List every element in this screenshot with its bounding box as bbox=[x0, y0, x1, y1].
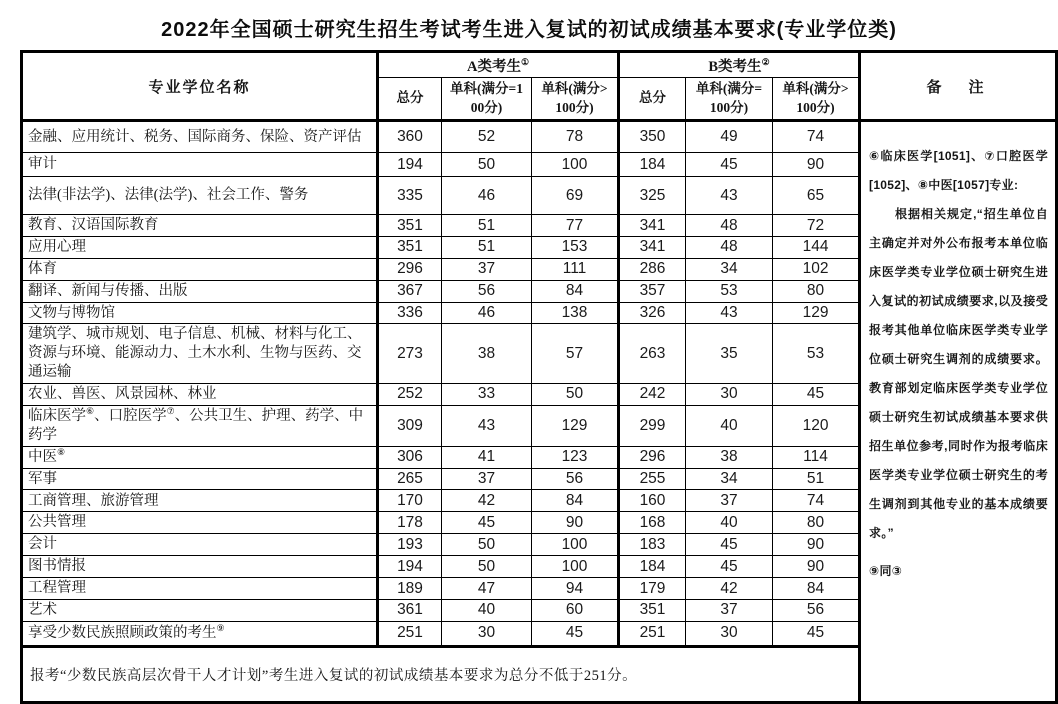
score-b-singlegt100: 56 bbox=[773, 599, 860, 621]
score-a-single100: 50 bbox=[442, 556, 532, 578]
score-a-single100: 46 bbox=[442, 302, 532, 324]
score-a-total: 193 bbox=[378, 534, 442, 556]
score-b-singlegt100: 80 bbox=[773, 512, 860, 534]
table-header bbox=[22, 52, 1057, 121]
program-name: 军事 bbox=[22, 468, 378, 490]
column-header-b-single-eq100: 单科(满分=100分) bbox=[686, 78, 773, 121]
column-header-b-single-gt100: 单科(满分>100分) bbox=[773, 78, 860, 121]
remark-paragraph: ⑨同③ bbox=[869, 564, 903, 578]
score-a-total: 251 bbox=[378, 621, 442, 646]
score-b-single100: 38 bbox=[686, 446, 773, 468]
score-b-single100: 35 bbox=[686, 324, 773, 384]
program-name: 建筑学、城市规划、电子信息、机械、材料与化工、资源与环境、能源动力、土木水利、生物与医药、交通运输 bbox=[22, 324, 378, 384]
score-a-single100: 45 bbox=[442, 512, 532, 534]
score-b-total: 251 bbox=[619, 621, 686, 646]
program-name: 工程管理 bbox=[22, 578, 378, 600]
score-a-total: 351 bbox=[378, 215, 442, 237]
score-b-single100: 40 bbox=[686, 512, 773, 534]
score-a-singlegt100: 100 bbox=[532, 534, 619, 556]
score-b-single100: 53 bbox=[686, 280, 773, 302]
score-b-single100: 48 bbox=[686, 237, 773, 259]
score-a-singlegt100: 84 bbox=[532, 280, 619, 302]
score-requirements-table bbox=[20, 50, 1058, 704]
score-b-singlegt100: 114 bbox=[773, 446, 860, 468]
score-b-total: 263 bbox=[619, 324, 686, 384]
score-a-total: 194 bbox=[378, 153, 442, 177]
program-name: 法律(非法学)、法律(法学)、社会工作、警务 bbox=[22, 177, 378, 215]
score-b-single100: 34 bbox=[686, 258, 773, 280]
column-header-b-total: 总分 bbox=[619, 78, 686, 121]
score-b-single100: 45 bbox=[686, 556, 773, 578]
remarks-cell bbox=[860, 121, 1057, 703]
score-a-singlegt100: 78 bbox=[532, 121, 619, 153]
score-b-singlegt100: 129 bbox=[773, 302, 860, 324]
score-b-total: 184 bbox=[619, 556, 686, 578]
score-b-total: 341 bbox=[619, 215, 686, 237]
score-a-singlegt100: 123 bbox=[532, 446, 619, 468]
score-a-singlegt100: 153 bbox=[532, 237, 619, 259]
score-a-singlegt100: 90 bbox=[532, 512, 619, 534]
column-header-a-single-eq100: 单科(满分=100分) bbox=[442, 78, 532, 121]
score-a-total: 309 bbox=[378, 405, 442, 446]
program-name: 教育、汉语国际教育 bbox=[22, 215, 378, 237]
score-a-single100: 30 bbox=[442, 621, 532, 646]
score-a-total: 361 bbox=[378, 599, 442, 621]
score-b-total: 160 bbox=[619, 490, 686, 512]
score-b-single100: 43 bbox=[686, 177, 773, 215]
program-name: 中医⑧ bbox=[22, 446, 378, 468]
score-b-total: 168 bbox=[619, 512, 686, 534]
table-body bbox=[22, 121, 1057, 703]
score-b-singlegt100: 90 bbox=[773, 534, 860, 556]
score-a-singlegt100: 60 bbox=[532, 599, 619, 621]
score-a-single100: 33 bbox=[442, 383, 532, 405]
program-name: 艺术 bbox=[22, 599, 378, 621]
score-b-singlegt100: 84 bbox=[773, 578, 860, 600]
score-b-single100: 30 bbox=[686, 383, 773, 405]
score-b-total: 296 bbox=[619, 446, 686, 468]
score-a-single100: 42 bbox=[442, 490, 532, 512]
program-name: 享受少数民族照顾政策的考生⑨ bbox=[22, 621, 378, 646]
program-name: 临床医学⑥、口腔医学⑦、公共卫生、护理、药学、中药学 bbox=[22, 405, 378, 446]
score-b-total: 341 bbox=[619, 237, 686, 259]
score-b-total: 184 bbox=[619, 153, 686, 177]
remark-paragraph: ⑥临床医学[1051]、⑦口腔医学[1052]、⑧中医[1057]专业: bbox=[869, 149, 1049, 192]
score-b-total: 350 bbox=[619, 121, 686, 153]
score-b-total: 183 bbox=[619, 534, 686, 556]
score-a-single100: 41 bbox=[442, 446, 532, 468]
score-a-singlegt100: 50 bbox=[532, 383, 619, 405]
program-name: 体育 bbox=[22, 258, 378, 280]
score-a-singlegt100: 84 bbox=[532, 490, 619, 512]
page-title: 2022年全国硕士研究生招生考试考生进入复试的初试成绩基本要求(专业学位类) bbox=[161, 19, 897, 41]
score-a-single100: 46 bbox=[442, 177, 532, 215]
score-a-total: 296 bbox=[378, 258, 442, 280]
score-a-single100: 37 bbox=[442, 258, 532, 280]
score-a-singlegt100: 111 bbox=[532, 258, 619, 280]
score-b-total: 179 bbox=[619, 578, 686, 600]
score-a-single100: 37 bbox=[442, 468, 532, 490]
score-a-single100: 40 bbox=[442, 599, 532, 621]
score-a-singlegt100: 69 bbox=[532, 177, 619, 215]
program-name: 工商管理、旅游管理 bbox=[22, 490, 378, 512]
score-b-singlegt100: 144 bbox=[773, 237, 860, 259]
score-b-total: 286 bbox=[619, 258, 686, 280]
program-name: 公共管理 bbox=[22, 512, 378, 534]
score-a-total: 360 bbox=[378, 121, 442, 153]
column-group-b-candidates: B类考生② bbox=[619, 52, 860, 78]
score-a-singlegt100: 100 bbox=[532, 153, 619, 177]
score-b-singlegt100: 45 bbox=[773, 621, 860, 646]
footnote-text: 报考“少数民族高层次骨干人才计划”考生进入复试的初试成绩基本要求为总分不低于251分。 bbox=[22, 646, 860, 702]
score-b-total: 255 bbox=[619, 468, 686, 490]
score-a-total: 335 bbox=[378, 177, 442, 215]
score-b-total: 326 bbox=[619, 302, 686, 324]
column-header-a-total: 总分 bbox=[378, 78, 442, 121]
column-header-degree-name: 专业学位名称 bbox=[22, 52, 378, 121]
score-b-single100: 48 bbox=[686, 215, 773, 237]
score-b-singlegt100: 90 bbox=[773, 153, 860, 177]
score-b-single100: 37 bbox=[686, 599, 773, 621]
score-a-singlegt100: 77 bbox=[532, 215, 619, 237]
score-b-single100: 45 bbox=[686, 153, 773, 177]
score-a-total: 367 bbox=[378, 280, 442, 302]
program-name: 金融、应用统计、税务、国际商务、保险、资产评估 bbox=[22, 121, 378, 153]
score-b-total: 242 bbox=[619, 383, 686, 405]
score-a-total: 336 bbox=[378, 302, 442, 324]
score-a-singlegt100: 100 bbox=[532, 556, 619, 578]
score-a-singlegt100: 129 bbox=[532, 405, 619, 446]
score-a-single100: 38 bbox=[442, 324, 532, 384]
score-b-total: 357 bbox=[619, 280, 686, 302]
score-b-single100: 43 bbox=[686, 302, 773, 324]
score-a-singlegt100: 138 bbox=[532, 302, 619, 324]
score-a-single100: 52 bbox=[442, 121, 532, 153]
score-b-singlegt100: 74 bbox=[773, 490, 860, 512]
score-b-single100: 34 bbox=[686, 468, 773, 490]
column-group-a-candidates: A类考生① bbox=[378, 52, 619, 78]
program-name: 会计 bbox=[22, 534, 378, 556]
score-b-single100: 49 bbox=[686, 121, 773, 153]
score-b-singlegt100: 53 bbox=[773, 324, 860, 384]
score-a-total: 170 bbox=[378, 490, 442, 512]
score-a-total: 273 bbox=[378, 324, 442, 384]
score-b-single100: 30 bbox=[686, 621, 773, 646]
score-b-singlegt100: 45 bbox=[773, 383, 860, 405]
score-b-total: 325 bbox=[619, 177, 686, 215]
score-a-total: 189 bbox=[378, 578, 442, 600]
score-a-total: 178 bbox=[378, 512, 442, 534]
score-a-single100: 51 bbox=[442, 215, 532, 237]
score-a-total: 265 bbox=[378, 468, 442, 490]
score-b-singlegt100: 80 bbox=[773, 280, 860, 302]
program-name: 翻译、新闻与传播、出版 bbox=[22, 280, 378, 302]
table-row bbox=[22, 121, 1057, 153]
score-a-single100: 50 bbox=[442, 153, 532, 177]
score-b-total: 351 bbox=[619, 599, 686, 621]
program-name: 审计 bbox=[22, 153, 378, 177]
program-name: 农业、兽医、风景园林、林业 bbox=[22, 383, 378, 405]
score-a-singlegt100: 45 bbox=[532, 621, 619, 646]
score-a-single100: 56 bbox=[442, 280, 532, 302]
program-name: 图书情报 bbox=[22, 556, 378, 578]
score-a-singlegt100: 56 bbox=[532, 468, 619, 490]
score-b-singlegt100: 51 bbox=[773, 468, 860, 490]
score-a-singlegt100: 94 bbox=[532, 578, 619, 600]
score-b-total: 299 bbox=[619, 405, 686, 446]
score-a-total: 252 bbox=[378, 383, 442, 405]
score-b-singlegt100: 72 bbox=[773, 215, 860, 237]
score-a-total: 351 bbox=[378, 237, 442, 259]
score-a-total: 306 bbox=[378, 446, 442, 468]
score-b-singlegt100: 65 bbox=[773, 177, 860, 215]
column-header-remarks: 备 注 bbox=[860, 52, 1057, 121]
score-a-single100: 50 bbox=[442, 534, 532, 556]
score-b-single100: 42 bbox=[686, 578, 773, 600]
score-a-total: 194 bbox=[378, 556, 442, 578]
score-b-single100: 40 bbox=[686, 405, 773, 446]
program-name: 应用心理 bbox=[22, 237, 378, 259]
score-a-single100: 51 bbox=[442, 237, 532, 259]
score-a-singlegt100: 57 bbox=[532, 324, 619, 384]
program-name: 文物与博物馆 bbox=[22, 302, 378, 324]
score-a-single100: 47 bbox=[442, 578, 532, 600]
remark-paragraph: 根据相关规定,“招生单位自主确定并对外公布报考本单位临床医学类专业学位硕士研究生进入复试的初试成绩要求,以及接受报考其他单位临床医学类专业学位硕士研究生调剂的成绩要求。教育部划定临床医学类专业学位硕士研究生初试成绩基本要求供招生单位参考,同时作为报考临床医学类专业学位硕士研究生的考生调剂到其他专业的基本成绩要求。” bbox=[869, 207, 1049, 540]
score-b-single100: 45 bbox=[686, 534, 773, 556]
score-b-singlegt100: 120 bbox=[773, 405, 860, 446]
column-header-a-single-gt100: 单科(满分>100分) bbox=[532, 78, 619, 121]
score-a-single100: 43 bbox=[442, 405, 532, 446]
score-b-singlegt100: 102 bbox=[773, 258, 860, 280]
score-b-singlegt100: 90 bbox=[773, 556, 860, 578]
score-b-singlegt100: 74 bbox=[773, 121, 860, 153]
score-b-single100: 37 bbox=[686, 490, 773, 512]
